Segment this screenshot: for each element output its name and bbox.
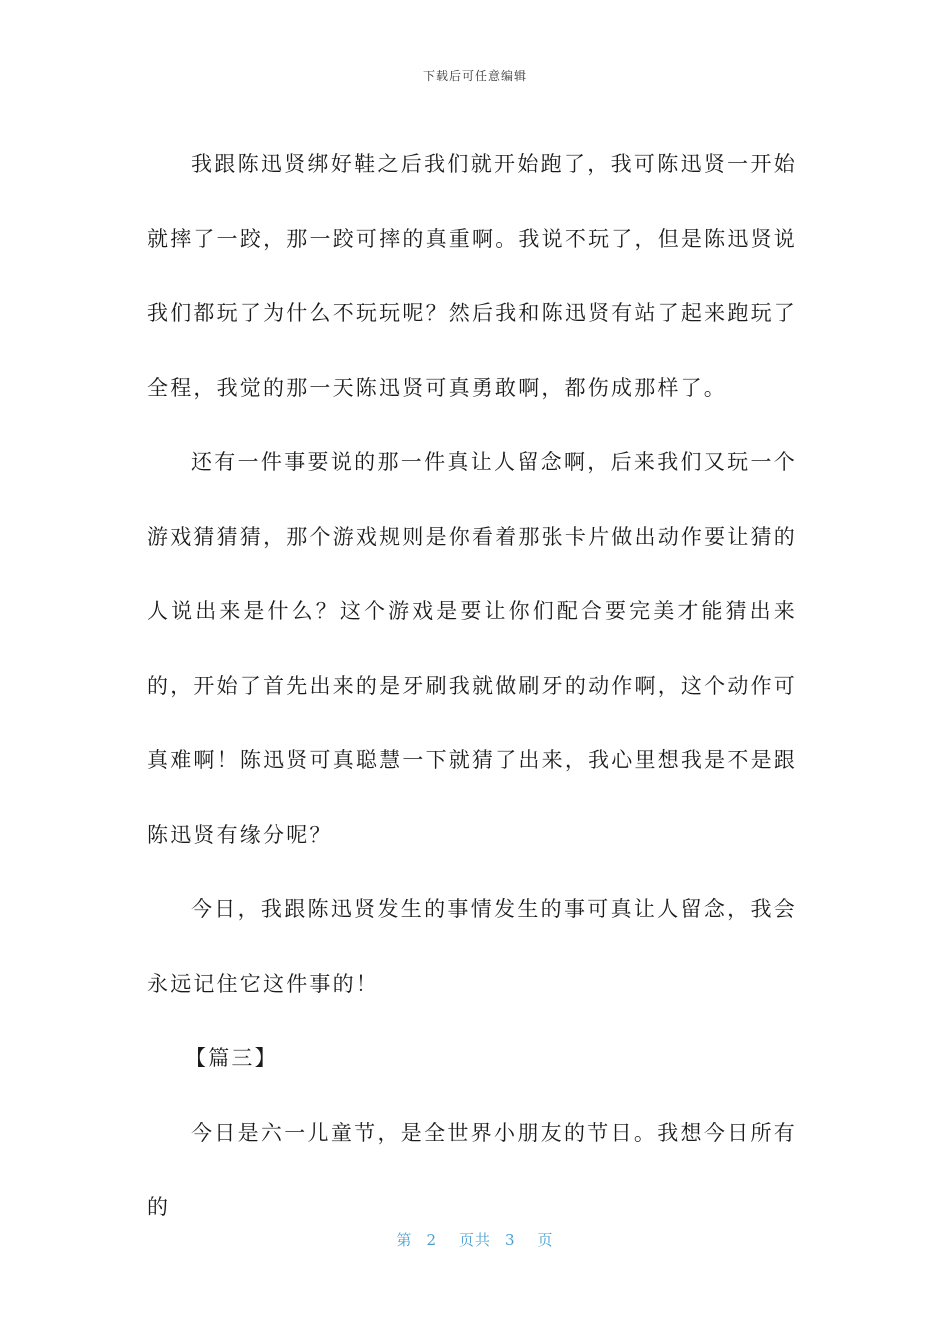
- page-total: 3: [505, 1231, 516, 1249]
- paragraph-2: 还有一件事要说的那一件真让人留念啊，后来我们又玩一个游戏猜猜猜，那个游戏规则是你看着那张卡片做出动作要让猜的人说出来是什么？这个游戏是要让你们配合要完美才能猜出来的，开始了首先出来的是牙刷我就做刷牙的动作啊，这个动作可真难啊！陈迅贤可真聪慧一下就猜了出来，我心里想我是不是跟陈迅贤有缘分呢？: [147, 450, 797, 847]
- paragraph-4: 今日是六一儿童节，是全世界小朋友的节日。我想今日所有的: [147, 1120, 797, 1219]
- header-note: 下载后可任意编辑: [422, 69, 527, 83]
- page-label-mid: 页共: [458, 1231, 491, 1249]
- document-body: [147, 127, 797, 1245]
- paragraph-3: 今日，我跟陈迅贤发生的事情发生的事可真让人留念，我会永远记住它这件事的！: [147, 897, 797, 996]
- page-label-suffix: 页: [537, 1231, 554, 1249]
- page-number-footer: [0, 1229, 950, 1250]
- paragraph-1: 我跟陈迅贤绑好鞋之后我们就开始跑了，我可陈迅贤一开始就摔了一跤，那一跤可摔的真重啊。我说不玩了，但是陈迅贤说我们都玩了为什么不玩玩呢？然后我和陈迅贤有站了起来跑玩了全程，我觉的那一天陈迅贤可真勇敢啊，都伤成那样了。: [147, 152, 797, 400]
- page-label-prefix: 第: [396, 1231, 413, 1249]
- page-current: 2: [426, 1231, 437, 1249]
- section-heading: 【篇三】: [185, 1046, 278, 1070]
